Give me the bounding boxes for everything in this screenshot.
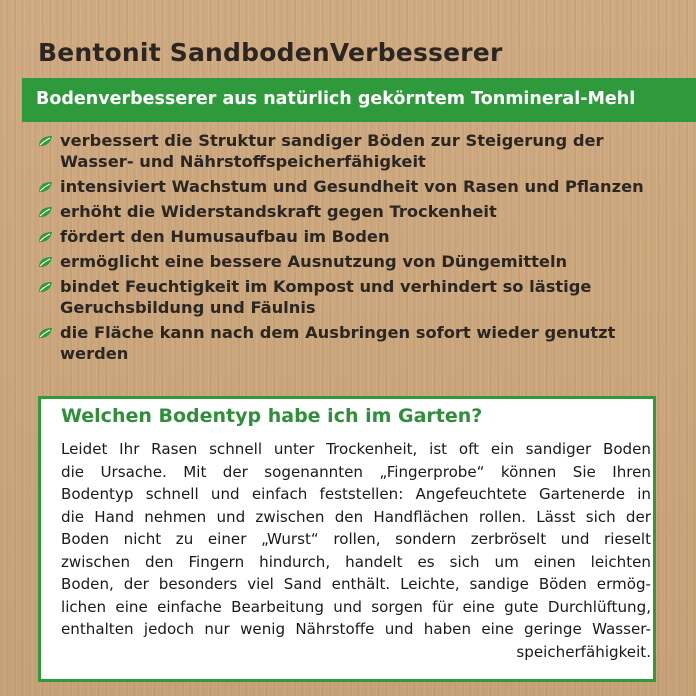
page-title: Bentonit SandbodenVerbesserer — [38, 38, 503, 67]
info-text-line: enthalten jedoch nur wenig Nährstoffe und haben eine geringe Wasser- — [61, 620, 651, 638]
feature-item — [38, 251, 688, 272]
leaf-icon — [38, 327, 53, 339]
feature-text-line: werden — [60, 344, 129, 363]
feature-item — [38, 322, 688, 364]
info-text-line: zwischen den Fingern hindurch, handelt es sich um einen leichten — [61, 552, 651, 571]
feature-item — [38, 226, 688, 247]
info-text-line: Boden nicht zu einer „Wurst“ rollen, sondern zerbröselt und rieselt — [61, 530, 651, 548]
feature-text-line: erhöht die Widerstandskraft gegen Trockenheit — [60, 202, 497, 221]
info-box-title: Welchen Bodentyp habe ich im Garten? — [61, 405, 483, 427]
feature-text-line: bindet Feuchtigkeit im Kompost und verhindert so lästige — [60, 277, 592, 296]
feature-item — [38, 176, 688, 197]
leaf-icon — [38, 281, 53, 293]
feature-text-line: die Fläche kann nach dem Ausbringen sofort wieder genutzt — [60, 323, 616, 342]
info-text-line: lichen eine einfache Bearbeitung und sorgen für eine gute Durchlüftung, — [61, 597, 651, 616]
feature-text-line: ermöglicht eine bessere Ausnutzung von Düngemitteln — [60, 252, 568, 271]
info-box — [38, 396, 656, 682]
info-text-line: speicherfähigkeit. — [516, 642, 651, 661]
info-text-line: die Hand nehmen und zwischen den Handflächen rollen. Lässt sich der — [61, 507, 651, 526]
feature-item — [38, 130, 688, 172]
info-text-line: Bodentyp schnell und einfach feststellen: Angefeuchtete Gartenerde in — [61, 485, 651, 503]
info-text-line: Boden, der besonders viel Sand enthält. Leichte, sandige Böden ermög- — [61, 575, 651, 593]
feature-text-line: intensiviert Wachstum und Gesundheit von Rasen und Pflanzen — [60, 177, 644, 196]
leaf-icon — [38, 206, 53, 218]
feature-text-line: verbessert die Struktur sandiger Böden zur Steigerung der — [60, 131, 604, 150]
leaf-icon — [38, 181, 53, 193]
info-text-line: Leidet Ihr Rasen schnell unter Trockenheit, ist oft ein sandiger Boden — [61, 440, 651, 458]
feature-item — [38, 201, 688, 222]
feature-text-line: Geruchsbildung und Fäulnis — [60, 298, 316, 317]
info-text-line: die Ursache. Mit der sogenannten „Fingerprobe“ können Sie Ihren — [61, 462, 651, 481]
leaf-icon — [38, 231, 53, 243]
info-box-body — [61, 438, 651, 663]
leaf-icon — [38, 256, 53, 268]
feature-item — [38, 276, 688, 318]
feature-list — [38, 130, 688, 368]
feature-text-line: Wasser- und Nährstoffspeicherfähigkeit — [60, 152, 426, 171]
leaf-icon — [38, 135, 53, 147]
subtitle-banner-text: Bodenverbesserer aus natürlich gekörntem Tonmineral-Mehl — [36, 89, 636, 109]
feature-text-line: fördert den Humusaufbau im Boden — [60, 227, 390, 246]
